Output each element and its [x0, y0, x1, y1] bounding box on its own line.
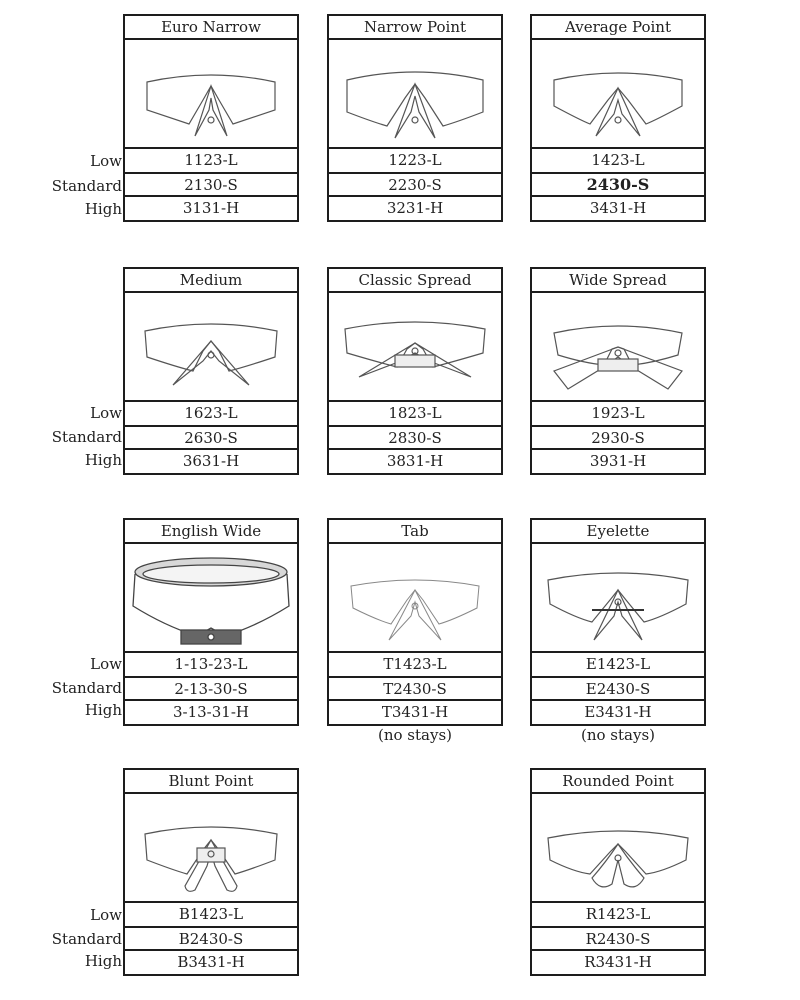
code-standard: 2930-S — [532, 425, 704, 448]
code-standard: 2830-S — [329, 425, 501, 448]
collar-title: Classic Spread — [329, 269, 501, 293]
code-low: B1423-L — [178, 905, 244, 923]
collar-card-wide-spread — [530, 267, 706, 475]
row-label-low: Low — [90, 906, 122, 924]
english-wide-collar-icon — [125, 544, 297, 653]
row-label-high: High — [84, 451, 122, 469]
code-standard: 2130-S — [125, 172, 297, 195]
euro-narrow-collar-icon — [125, 40, 297, 149]
code-low: 1-13-23-L — [174, 655, 248, 673]
collar-card-narrow-point — [327, 14, 503, 222]
code-standard: 2430-S — [532, 172, 704, 195]
code-high: 3631-H — [125, 448, 297, 471]
code-low: E1423-L — [585, 655, 651, 673]
collar-title: Wide Spread — [532, 269, 704, 293]
row-label-high: High — [84, 952, 122, 970]
row-label-high: High — [84, 200, 122, 218]
code-high: 3-13-31-H — [125, 699, 297, 722]
code-low: 1123-L — [184, 151, 238, 169]
collar-title: Average Point — [532, 16, 704, 40]
code-standard: 2230-S — [329, 172, 501, 195]
collar-card-medium — [123, 267, 299, 475]
code-standard: 2-13-30-S — [125, 676, 297, 699]
collar-card-euro-narrow — [123, 14, 299, 222]
row-label-standard: Standard — [51, 177, 122, 195]
code-high: E3431-H — [532, 699, 704, 722]
code-high: 3231-H — [329, 195, 501, 218]
no-stays-note: (no stays) — [377, 726, 452, 744]
code-low: 1623-L — [184, 404, 238, 422]
collar-title: Euro Narrow — [125, 16, 297, 40]
code-standard: R2430-S — [532, 926, 704, 949]
code-high: 3931-H — [532, 448, 704, 471]
code-low: 1223-L — [388, 151, 442, 169]
classic-spread-collar-icon — [329, 293, 501, 402]
collar-title: Medium — [125, 269, 297, 293]
row-label-standard: Standard — [51, 679, 122, 697]
collar-card-eyelette — [530, 518, 706, 726]
code-low: 1923-L — [591, 404, 645, 422]
code-high: T3431-H — [329, 699, 501, 722]
code-standard: T2430-S — [329, 676, 501, 699]
collar-card-english-wide — [123, 518, 299, 726]
medium-collar-icon — [125, 293, 297, 402]
collar-card-rounded-point — [530, 768, 706, 976]
row-label-standard: Standard — [51, 930, 122, 948]
row-label-standard: Standard — [51, 428, 122, 446]
code-high: 3131-H — [125, 195, 297, 218]
code-low: 1823-L — [388, 404, 442, 422]
code-standard: B2430-S — [125, 926, 297, 949]
code-low: T1423-L — [383, 655, 447, 673]
code-high: B3431-H — [125, 949, 297, 972]
row-label-low: Low — [90, 404, 122, 422]
collar-card-blunt-point — [123, 768, 299, 976]
collar-title: Eyelette — [532, 520, 704, 544]
no-stays-note: (no stays) — [580, 726, 655, 744]
wide-spread-collar-icon — [532, 293, 704, 402]
collar-title: Rounded Point — [532, 770, 704, 794]
eyelette-collar-icon — [532, 544, 704, 653]
collar-title: Blunt Point — [125, 770, 297, 794]
collar-card-classic-spread — [327, 267, 503, 475]
blunt-point-collar-icon — [125, 794, 297, 903]
tab-collar-icon — [329, 544, 501, 653]
code-low: 1423-L — [591, 151, 645, 169]
collar-title: Narrow Point — [329, 16, 501, 40]
code-standard: E2430-S — [532, 676, 704, 699]
row-label-low: Low — [90, 152, 122, 170]
code-standard: 2630-S — [125, 425, 297, 448]
collar-card-average-point — [530, 14, 706, 222]
code-high: 3431-H — [532, 195, 704, 218]
collar-card-tab — [327, 518, 503, 726]
row-label-low: Low — [90, 655, 122, 673]
narrow-point-collar-icon — [329, 40, 501, 149]
average-point-collar-icon — [532, 40, 704, 149]
code-low: R1423-L — [585, 905, 651, 923]
code-high: 3831-H — [329, 448, 501, 471]
collar-title: English Wide — [125, 520, 297, 544]
code-high: R3431-H — [532, 949, 704, 972]
row-label-high: High — [84, 701, 122, 719]
collar-title: Tab — [329, 520, 501, 544]
rounded-point-collar-icon — [532, 794, 704, 903]
